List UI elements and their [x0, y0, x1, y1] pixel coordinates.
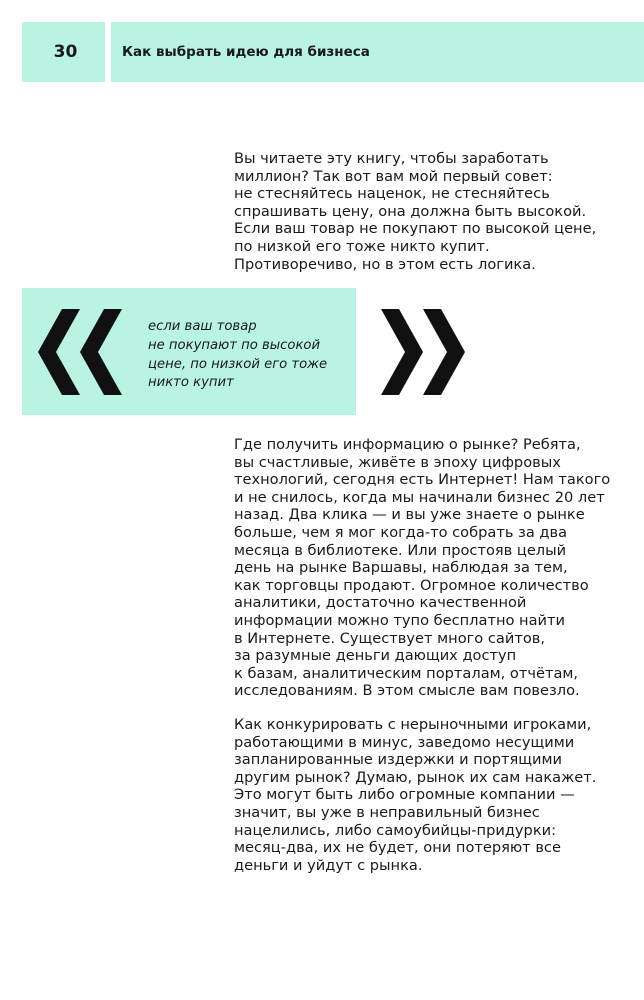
text-line: аналитики, достаточно качественной: [234, 594, 527, 612]
text-line: больше, чем я мог когда-то собрать за два: [234, 523, 568, 541]
text-line: к базам, аналитическим порталам, отчётам,: [234, 664, 579, 682]
text-line: Как конкурировать с нерыночными игроками,: [234, 716, 592, 733]
paragraph-3: [234, 716, 597, 874]
page-number-box: [22, 22, 105, 82]
text-line: и не снилось, когда мы начинали бизнес 20 лет: [234, 488, 605, 506]
quote-line: никто купит: [148, 375, 234, 391]
close-quote-icon: [381, 309, 465, 395]
text-line: спрашивать цену, она должна быть высокой.: [234, 202, 587, 220]
pull-quote-text: [148, 318, 348, 393]
text-line: не стесняйтесь наценок, не стесняйтесь: [234, 185, 550, 203]
text-line: Если ваш товар не покупают по высокой цене,: [234, 220, 597, 238]
quote-line: не покупают по высокой: [148, 337, 321, 353]
paragraph-1: [234, 150, 597, 273]
page-number: 30: [53, 42, 78, 62]
text-line: Это могут быть либо огромные компании —: [234, 786, 575, 804]
text-line: деньги и уйдут с рынка.: [234, 856, 423, 874]
text-line: миллион? Так вот вам мой первый совет:: [234, 167, 553, 185]
text-line: нацелились, либо самоубийцы-придурки:: [234, 821, 557, 839]
quote-line: если ваш товар: [148, 319, 257, 334]
text-line: в Интернете. Существует много сайтов,: [234, 629, 545, 647]
text-line: значит, вы уже в неправильный бизнес: [234, 803, 540, 821]
text-line: день на рынке Варшавы, наблюдая за тем,: [234, 559, 568, 577]
text-line: запланированные издержки и портящими: [234, 751, 563, 769]
text-line: назад. Два клика — и вы уже знаете о рынке: [234, 506, 585, 524]
text-line: исследованиям. В этом смысле вам повезло.: [234, 682, 580, 700]
text-line: месяца в библиотеке. Или простояв целый: [234, 541, 567, 559]
text-line: Где получить информацию о рынке? Ребята,: [234, 436, 581, 453]
text-line: работающими в минус, заведомо несущими: [234, 733, 575, 751]
quote-line: цене, по низкой его тоже: [148, 356, 328, 372]
running-header: [111, 22, 644, 82]
text-line: Противоречиво, но в этом есть логика.: [234, 255, 536, 273]
text-line: месяц-два, их не будет, они потеряют все: [234, 839, 561, 857]
text-line: другим рынок? Думаю, рынок их сам накажет.: [234, 768, 597, 786]
paragraph-2: [234, 436, 611, 700]
text-line: вы счастливые, живёте в эпоху цифровых: [234, 453, 561, 471]
text-line: по низкой его тоже никто купит.: [234, 237, 490, 255]
text-line: технологий, сегодня есть Интернет! Нам такого: [234, 471, 611, 489]
text-line: информации можно тупо бесплатно найти: [234, 611, 566, 629]
text-line: Вы читаете эту книгу, чтобы заработать: [234, 150, 549, 167]
open-quote-icon: [38, 309, 122, 395]
text-line: как торговцы продают. Огромное количество: [234, 576, 589, 594]
chapter-title: Как выбрать идею для бизнеса: [122, 44, 370, 60]
text-line: за разумные деньги дающих доступ: [234, 647, 517, 665]
